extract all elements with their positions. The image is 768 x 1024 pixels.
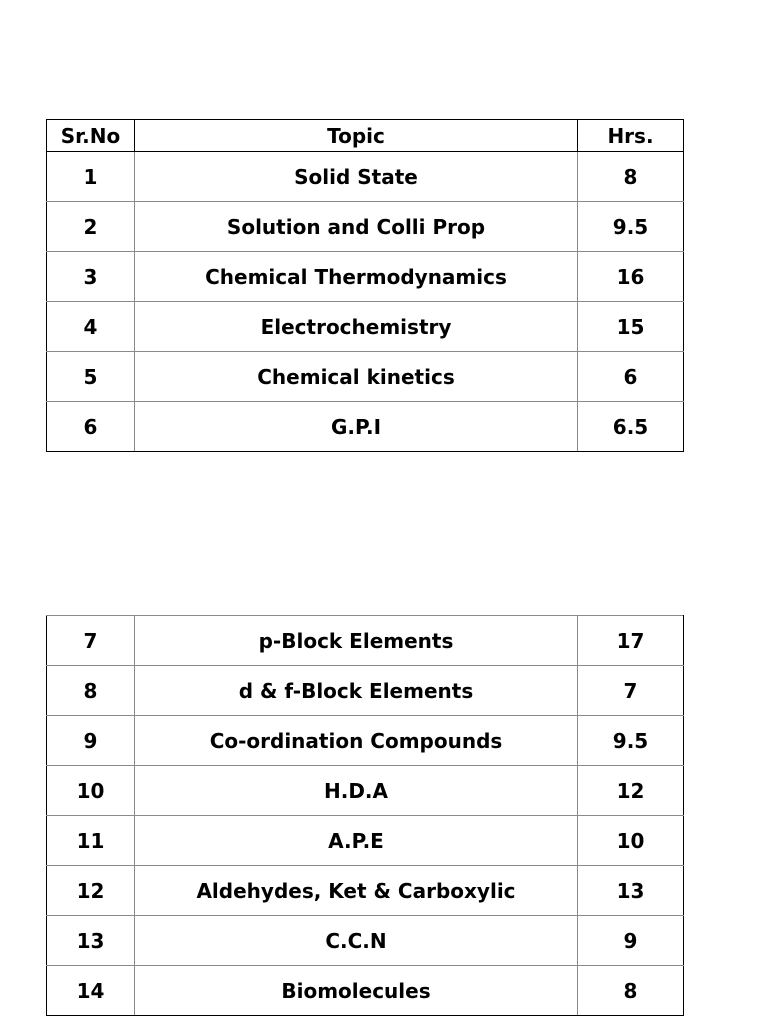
cell-topic: A.P.E: [135, 816, 578, 866]
table-row: [47, 816, 684, 866]
cell-hrs: 8: [578, 152, 684, 202]
topics-table-2: [46, 615, 684, 1016]
table-row: [47, 616, 684, 666]
table-row: [47, 966, 684, 1016]
cell-hrs: 8: [578, 966, 684, 1016]
header-topic: Topic: [135, 120, 578, 152]
cell-topic: p-Block Elements: [135, 616, 578, 666]
cell-srno: 3: [47, 252, 135, 302]
cell-topic: C.C.N: [135, 916, 578, 966]
cell-hrs: 13: [578, 866, 684, 916]
table-row: [47, 666, 684, 716]
table-row: [47, 302, 684, 352]
cell-srno: 1: [47, 152, 135, 202]
cell-srno: 9: [47, 716, 135, 766]
cell-topic: Co-ordination Compounds: [135, 716, 578, 766]
cell-topic: Biomolecules: [135, 966, 578, 1016]
cell-srno: 12: [47, 866, 135, 916]
cell-topic: Chemical kinetics: [135, 352, 578, 402]
cell-hrs: 9.5: [578, 202, 684, 252]
cell-topic: Chemical Thermodynamics: [135, 252, 578, 302]
cell-srno: 4: [47, 302, 135, 352]
cell-srno: 11: [47, 816, 135, 866]
cell-hrs: 10: [578, 816, 684, 866]
table-row: [47, 716, 684, 766]
cell-topic: H.D.A: [135, 766, 578, 816]
table-row: [47, 402, 684, 452]
table-header-row: [47, 120, 684, 152]
table-row: [47, 916, 684, 966]
cell-srno: 14: [47, 966, 135, 1016]
cell-topic: Aldehydes, Ket & Carboxylic: [135, 866, 578, 916]
cell-srno: 7: [47, 616, 135, 666]
cell-hrs: 6: [578, 352, 684, 402]
table-row: [47, 352, 684, 402]
cell-srno: 10: [47, 766, 135, 816]
header-srno: Sr.No: [47, 120, 135, 152]
cell-hrs: 17: [578, 616, 684, 666]
cell-srno: 8: [47, 666, 135, 716]
header-hrs: Hrs.: [578, 120, 684, 152]
cell-topic: G.P.I: [135, 402, 578, 452]
cell-hrs: 9.5: [578, 716, 684, 766]
cell-topic: Solid State: [135, 152, 578, 202]
cell-hrs: 9: [578, 916, 684, 966]
cell-hrs: 6.5: [578, 402, 684, 452]
table-row: [47, 152, 684, 202]
table-row: [47, 202, 684, 252]
cell-srno: 13: [47, 916, 135, 966]
cell-srno: 6: [47, 402, 135, 452]
cell-hrs: 16: [578, 252, 684, 302]
cell-topic: Electrochemistry: [135, 302, 578, 352]
cell-hrs: 12: [578, 766, 684, 816]
cell-topic: d & f-Block Elements: [135, 666, 578, 716]
cell-hrs: 7: [578, 666, 684, 716]
cell-topic: Solution and Colli Prop: [135, 202, 578, 252]
cell-srno: 5: [47, 352, 135, 402]
cell-srno: 2: [47, 202, 135, 252]
cell-hrs: 15: [578, 302, 684, 352]
table-row: [47, 866, 684, 916]
table-row: [47, 766, 684, 816]
topics-table-1: [46, 119, 684, 452]
table-row: [47, 252, 684, 302]
